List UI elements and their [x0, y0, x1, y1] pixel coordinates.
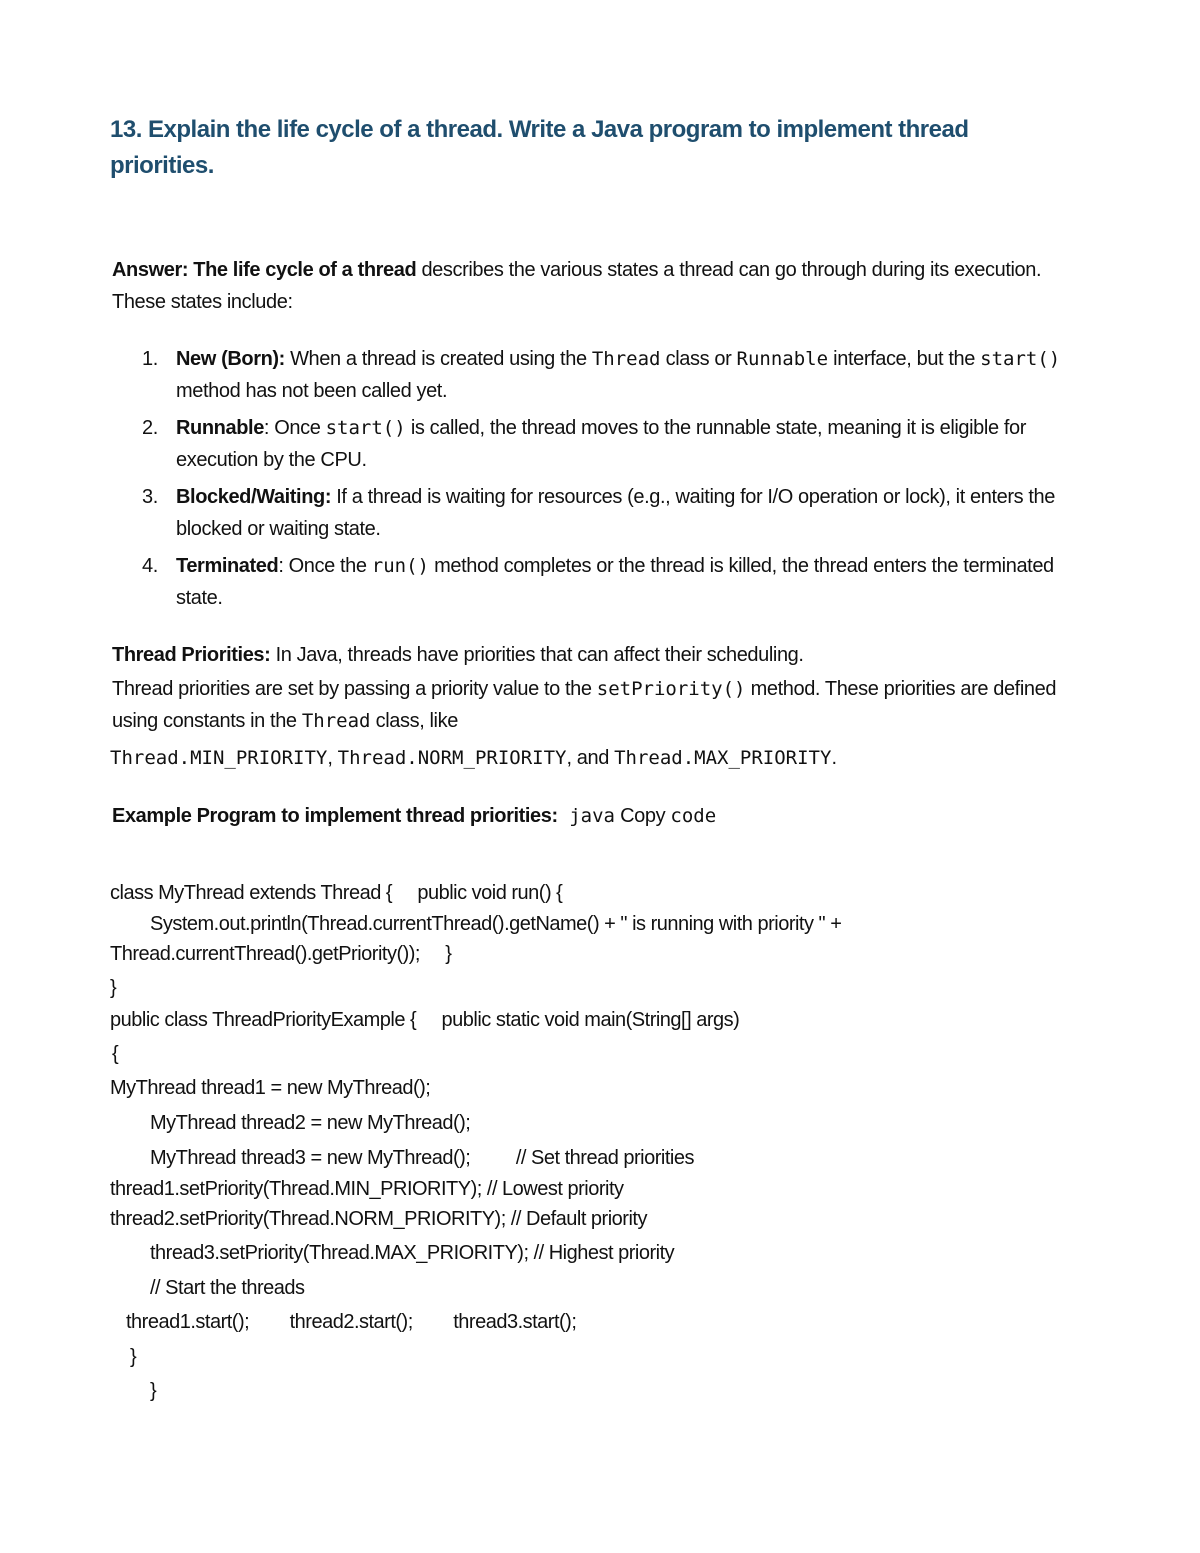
inline-code: Thread.NORM_PRIORITY	[337, 747, 567, 769]
code-line: thread3.setPriority(Thread.MAX_PRIORITY); // Highest priority	[150, 1242, 675, 1264]
inline-code: start()	[980, 348, 1061, 370]
priorities-text: In Java, threads have priorities that can affect their scheduling.	[270, 644, 804, 666]
priorities-text: method. These priorities are defined using constants in the	[112, 678, 1057, 732]
state-term: New (Born):	[176, 348, 285, 370]
code-line: thread2.setPriority(Thread.NORM_PRIORITY); // Default priority	[110, 1208, 647, 1230]
inline-code: run()	[371, 555, 429, 577]
code-line: class MyThread extends Thread { public void run() {	[110, 882, 563, 904]
answer-text: describes the various states a thread can go through during its execution. These states include:	[112, 259, 1042, 313]
state-term: Blocked/Waiting:	[176, 486, 332, 508]
inline-code: Runnable	[736, 348, 829, 370]
list-number: 4.	[142, 555, 158, 577]
state-text: is called, the thread moves to the runnable state, meaning it is eligible for execution by the CPU.	[176, 417, 1026, 471]
code-line: System.out.println(Thread.currentThread().getName() + " is running with priority " +	[150, 913, 842, 935]
separator-text: ,	[327, 747, 338, 769]
code-line: thread1.setPriority(Thread.MIN_PRIORITY); // Lowest priority	[110, 1178, 624, 1200]
list-item	[112, 343, 1080, 407]
separator-text: .	[831, 747, 837, 769]
example-heading-line	[112, 800, 1080, 832]
inline-code: Thread	[301, 710, 371, 732]
state-text: : Once	[263, 417, 326, 439]
code-line: MyThread thread3 = new MyThread(); // Set thread priorities	[150, 1147, 694, 1169]
list-item	[112, 550, 1080, 614]
state-text: interface, but the	[828, 348, 981, 370]
inline-code: Thread.MIN_PRIORITY	[110, 747, 328, 769]
code-line: }	[110, 977, 117, 999]
state-term: Runnable	[176, 417, 264, 439]
code-line: }	[150, 1380, 157, 1402]
state-text: When a thread is created using the	[284, 348, 592, 370]
list-number: 2.	[142, 417, 158, 439]
list-number: 1.	[142, 348, 158, 370]
list-item	[112, 412, 1080, 476]
priorities-paragraph	[112, 673, 1080, 737]
state-text: If a thread is waiting for resources (e.g., waiting for I/O operation or lock), it enters the blocked or waiting state.	[176, 486, 1055, 540]
code-line: MyThread thread1 = new MyThread();	[110, 1077, 431, 1099]
code-label: code	[670, 805, 717, 827]
code-line: Thread.currentThread().getPriority()); }	[110, 943, 452, 965]
code-line: public class ThreadPriorityExample { public static void main(String[] args)	[110, 1009, 740, 1031]
answer-label: Answer:	[112, 259, 189, 281]
code-line: // Start the threads	[150, 1277, 305, 1299]
inline-code: setPriority()	[596, 678, 746, 700]
priority-constants-line	[110, 742, 1078, 774]
example-label: Example Program to implement thread priorities:	[112, 805, 558, 827]
code-language-tag: java	[557, 805, 615, 827]
separator-text: , and	[566, 747, 615, 769]
priorities-label: Thread Priorities:	[112, 644, 271, 666]
priorities-text: class, like	[370, 710, 458, 732]
list-item	[112, 481, 1080, 545]
code-line: thread1.start(); thread2.start(); thread3.start();	[126, 1311, 577, 1333]
copy-text: Copy	[614, 805, 666, 827]
thread-states-list	[112, 343, 1080, 619]
inline-code: Thread	[591, 348, 661, 370]
code-line: MyThread thread2 = new MyThread();	[150, 1112, 471, 1134]
question-heading: 13. Explain the life cycle of a thread. Write a Java program to implement thread priorities.	[110, 116, 969, 179]
code-line: {	[112, 1043, 119, 1065]
priorities-line	[112, 639, 1080, 671]
state-text: method completes or the thread is killed, the thread enters the terminated state.	[176, 555, 1054, 609]
state-text: class or	[660, 348, 737, 370]
answer-paragraph	[112, 254, 1080, 318]
state-text: method has not been called yet.	[176, 380, 448, 402]
code-line: }	[130, 1346, 137, 1368]
list-number: 3.	[142, 486, 158, 508]
answer-bold-phrase: The life cycle of a thread	[193, 259, 417, 281]
inline-code: start()	[325, 417, 406, 439]
state-term: Terminated	[176, 555, 279, 577]
state-text: : Once the	[278, 555, 372, 577]
inline-code: Thread.MAX_PRIORITY	[614, 747, 832, 769]
priorities-text: Thread priorities are set by passing a priority value to the	[112, 678, 597, 700]
